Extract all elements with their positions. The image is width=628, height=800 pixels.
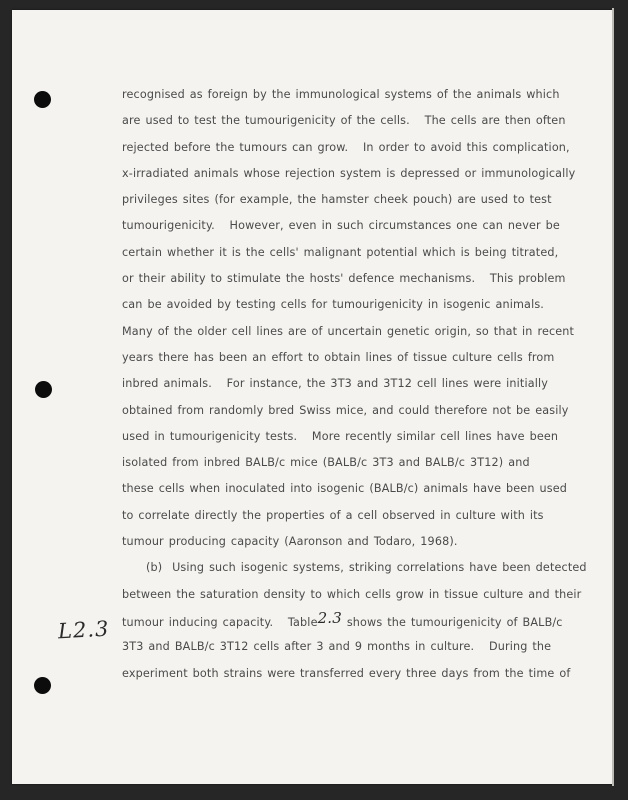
punch-hole xyxy=(34,91,51,108)
text-line: privileges sites (for example, the hamster cheek pouch) are used to test xyxy=(122,193,552,207)
paragraph-start-line: (b) Using such isogenic systems, striking correlations have been detected xyxy=(146,561,587,575)
text-line: certain whether it is the cells' malignant potential which is being titrated, xyxy=(122,245,559,259)
text-line: used in tumourigenicity tests. More recently similar cell lines have been xyxy=(122,429,559,443)
page-edge xyxy=(612,8,614,786)
text-line: experiment both strains were transferred every three days from the time of xyxy=(122,666,571,680)
text-line: recognised as foreign by the immunological systems of the animals which xyxy=(122,88,560,101)
text-line: years there has been an effort to obtain lines of tissue culture cells from xyxy=(122,350,555,364)
text-line: to correlate directly the properties of a cell observed in culture with its xyxy=(122,508,544,522)
text-line: tumourigenicity. However, even in such circumstances one can never be xyxy=(122,219,560,233)
line-segment: shows the tumourigenicity of BALB/c xyxy=(341,615,563,629)
text-line: these cells when inoculated into isogenic (BALB/c) animals have been used xyxy=(122,482,567,496)
text-line: 3T3 and BALB/c 3T12 cells after 3 and 9 months in culture. During the xyxy=(122,640,552,654)
text-line: can be avoided by testing cells for tumourigenicity in isogenic animals. xyxy=(122,298,545,312)
handwritten-table-number: 2.3 xyxy=(317,608,342,627)
text-line: tumour producing capacity (Aaronson and Todaro, 1968). xyxy=(122,535,458,549)
line-segment: tumour inducing capacity. Table xyxy=(122,615,318,629)
text-line: or their ability to stimulate the hosts' defence mechanisms. This problem xyxy=(122,272,566,286)
text-line: are used to test the tumourigenicity of the cells. The cells are then often xyxy=(122,114,566,128)
text-line-with-insert xyxy=(122,608,592,634)
punch-hole xyxy=(35,381,52,398)
text-line: Many of the older cell lines are of uncertain genetic origin, so that in recent xyxy=(122,324,575,338)
body-text xyxy=(122,82,592,687)
text-line: inbred animals. For instance, the 3T3 and 3T12 cell lines were initially xyxy=(122,377,548,391)
punch-hole xyxy=(34,677,51,694)
text-line: between the saturation density to which cells grow in tissue culture and their xyxy=(122,587,582,601)
handwritten-margin-note: L2.3 xyxy=(57,616,110,644)
text-line: obtained from randomly bred Swiss mice, and could therefore not be easily xyxy=(122,403,569,417)
text-line: rejected before the tumours can grow. In order to avoid this complication, xyxy=(122,140,570,154)
text-line: isolated from inbred BALB/c mice (BALB/c 3T3 and BALB/c 3T12) and xyxy=(122,456,530,470)
text-line: x-irradiated animals whose rejection system is depressed or immunologically xyxy=(122,166,576,180)
